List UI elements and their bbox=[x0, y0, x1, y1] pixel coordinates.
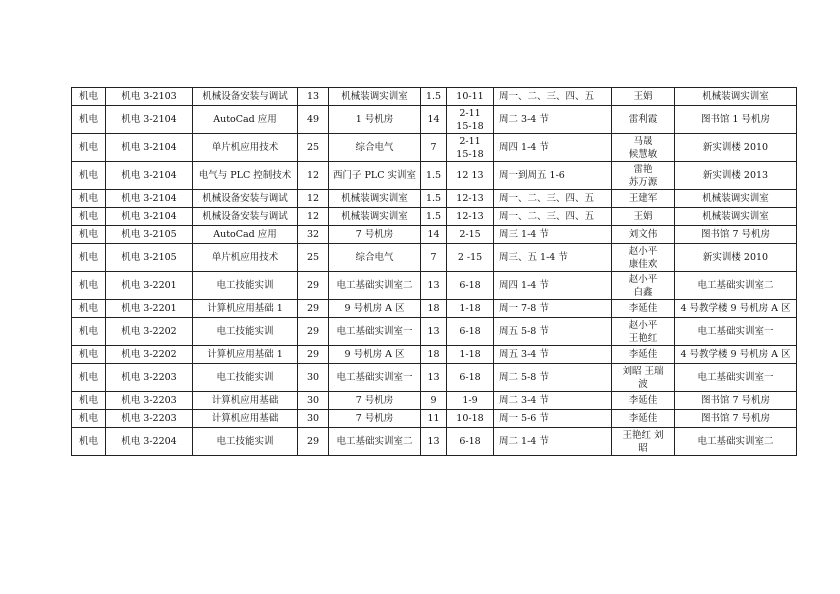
cell-class: 机电 3-2105 bbox=[106, 244, 193, 272]
cell-teacher: 雷利霞 bbox=[612, 106, 675, 134]
cell-class: 机电 3-2104 bbox=[106, 162, 193, 190]
cell-weeks: 1-18 bbox=[447, 346, 494, 364]
cell-department: 机电 bbox=[72, 106, 106, 134]
schedule-table bbox=[71, 87, 797, 456]
cell-location: 图书馆 7 号机房 bbox=[675, 392, 797, 410]
table-row bbox=[72, 134, 797, 162]
cell-hours: 9 bbox=[421, 392, 447, 410]
cell-location: 图书馆 7 号机房 bbox=[675, 410, 797, 428]
cell-student-count: 30 bbox=[298, 392, 329, 410]
cell-course: 计算机应用基础 1 bbox=[193, 300, 298, 318]
cell-location: 新实训楼 2013 bbox=[675, 162, 797, 190]
cell-student-count: 13 bbox=[298, 88, 329, 106]
cell-location: 电工基础实训室二 bbox=[675, 272, 797, 300]
cell-student-count: 25 bbox=[298, 134, 329, 162]
cell-lab-room: 电工基础实训室一 bbox=[329, 364, 421, 392]
cell-hours: 7 bbox=[421, 134, 447, 162]
cell-location: 机械装调实训室 bbox=[675, 88, 797, 106]
cell-department: 机电 bbox=[72, 134, 106, 162]
cell-time: 周四 1-4 节 bbox=[494, 134, 612, 162]
cell-class: 机电 3-2202 bbox=[106, 346, 193, 364]
cell-teacher: 李延佳 bbox=[612, 410, 675, 428]
cell-lab-room: 机械装调实训室 bbox=[329, 88, 421, 106]
cell-class: 机电 3-2201 bbox=[106, 300, 193, 318]
cell-weeks: 2-11 15-18 bbox=[447, 106, 494, 134]
cell-department: 机电 bbox=[72, 318, 106, 346]
cell-course: AutoCad 应用 bbox=[193, 226, 298, 244]
cell-course: 电气与 PLC 控制技术 bbox=[193, 162, 298, 190]
cell-department: 机电 bbox=[72, 162, 106, 190]
cell-time: 周二 3-4 节 bbox=[494, 392, 612, 410]
cell-student-count: 49 bbox=[298, 106, 329, 134]
cell-course: 单片机应用技术 bbox=[193, 134, 298, 162]
table-row bbox=[72, 208, 797, 226]
cell-time: 周二 3-4 节 bbox=[494, 106, 612, 134]
cell-weeks: 6-18 bbox=[447, 428, 494, 456]
cell-time: 周五 5-8 节 bbox=[494, 318, 612, 346]
cell-lab-room: 机械装调实训室 bbox=[329, 190, 421, 208]
table-row bbox=[72, 392, 797, 410]
cell-department: 机电 bbox=[72, 346, 106, 364]
cell-class: 机电 3-2105 bbox=[106, 226, 193, 244]
cell-class: 机电 3-2104 bbox=[106, 106, 193, 134]
cell-course: 电工技能实训 bbox=[193, 318, 298, 346]
cell-hours: 18 bbox=[421, 300, 447, 318]
cell-teacher: 马晟 候慧敏 bbox=[612, 134, 675, 162]
cell-location: 电工基础实训室一 bbox=[675, 318, 797, 346]
cell-location: 电工基础实训室二 bbox=[675, 428, 797, 456]
cell-course: 机械设备安装与调试 bbox=[193, 208, 298, 226]
cell-location: 新实训楼 2010 bbox=[675, 244, 797, 272]
cell-teacher: 李延佳 bbox=[612, 346, 675, 364]
cell-weeks: 2 -15 bbox=[447, 244, 494, 272]
cell-department: 机电 bbox=[72, 392, 106, 410]
cell-time: 周一到周五 1-6 bbox=[494, 162, 612, 190]
cell-course: AutoCad 应用 bbox=[193, 106, 298, 134]
cell-location: 新实训楼 2010 bbox=[675, 134, 797, 162]
cell-class: 机电 3-2203 bbox=[106, 410, 193, 428]
cell-lab-room: 电工基础实训室二 bbox=[329, 428, 421, 456]
table-row bbox=[72, 364, 797, 392]
cell-teacher: 赵小平 康佳欢 bbox=[612, 244, 675, 272]
cell-lab-room: 7 号机房 bbox=[329, 392, 421, 410]
cell-weeks: 2-11 15-18 bbox=[447, 134, 494, 162]
table-row bbox=[72, 346, 797, 364]
table-row bbox=[72, 244, 797, 272]
cell-teacher: 王艳红 刘 昭 bbox=[612, 428, 675, 456]
cell-department: 机电 bbox=[72, 208, 106, 226]
cell-location: 4 号教学楼 9 号机房 A 区 bbox=[675, 346, 797, 364]
cell-department: 机电 bbox=[72, 244, 106, 272]
cell-class: 机电 3-2104 bbox=[106, 134, 193, 162]
cell-location: 4 号教学楼 9 号机房 A 区 bbox=[675, 300, 797, 318]
cell-lab-room: 综合电气 bbox=[329, 134, 421, 162]
table-row bbox=[72, 300, 797, 318]
cell-lab-room: 9 号机房 A 区 bbox=[329, 346, 421, 364]
cell-department: 机电 bbox=[72, 410, 106, 428]
cell-time: 周一 7-8 节 bbox=[494, 300, 612, 318]
cell-hours: 14 bbox=[421, 106, 447, 134]
table-row bbox=[72, 410, 797, 428]
cell-student-count: 12 bbox=[298, 190, 329, 208]
cell-class: 机电 3-2104 bbox=[106, 190, 193, 208]
cell-student-count: 29 bbox=[298, 428, 329, 456]
cell-location: 机械装调实训室 bbox=[675, 208, 797, 226]
cell-time: 周三 1-4 节 bbox=[494, 226, 612, 244]
table-row bbox=[72, 226, 797, 244]
cell-lab-room: 机械装调实训室 bbox=[329, 208, 421, 226]
table-row bbox=[72, 190, 797, 208]
table-row bbox=[72, 106, 797, 134]
table-row bbox=[72, 272, 797, 300]
cell-class: 机电 3-2204 bbox=[106, 428, 193, 456]
cell-student-count: 25 bbox=[298, 244, 329, 272]
table-row bbox=[72, 318, 797, 346]
cell-weeks: 2-15 bbox=[447, 226, 494, 244]
cell-time: 周一、二、三、四、五 bbox=[494, 88, 612, 106]
cell-department: 机电 bbox=[72, 226, 106, 244]
cell-hours: 1.5 bbox=[421, 208, 447, 226]
cell-teacher: 赵小平 王艳红 bbox=[612, 318, 675, 346]
cell-hours: 7 bbox=[421, 244, 447, 272]
cell-location: 图书馆 1 号机房 bbox=[675, 106, 797, 134]
cell-class: 机电 3-2103 bbox=[106, 88, 193, 106]
cell-lab-room: 综合电气 bbox=[329, 244, 421, 272]
cell-student-count: 29 bbox=[298, 346, 329, 364]
cell-hours: 11 bbox=[421, 410, 447, 428]
cell-hours: 13 bbox=[421, 364, 447, 392]
cell-student-count: 30 bbox=[298, 410, 329, 428]
cell-class: 机电 3-2202 bbox=[106, 318, 193, 346]
cell-hours: 13 bbox=[421, 318, 447, 346]
cell-time: 周一、二、三、四、五 bbox=[494, 208, 612, 226]
cell-weeks: 12-13 bbox=[447, 190, 494, 208]
cell-location: 电工基础实训室一 bbox=[675, 364, 797, 392]
cell-weeks: 10-11 bbox=[447, 88, 494, 106]
table-row bbox=[72, 428, 797, 456]
cell-lab-room: 西门子 PLC 实训室 bbox=[329, 162, 421, 190]
cell-time: 周二 5-8 节 bbox=[494, 364, 612, 392]
cell-teacher: 王娟 bbox=[612, 88, 675, 106]
cell-department: 机电 bbox=[72, 428, 106, 456]
cell-class: 机电 3-2201 bbox=[106, 272, 193, 300]
cell-student-count: 12 bbox=[298, 162, 329, 190]
cell-lab-room: 电工基础实训室一 bbox=[329, 318, 421, 346]
cell-class: 机电 3-2203 bbox=[106, 392, 193, 410]
cell-weeks: 6-18 bbox=[447, 364, 494, 392]
cell-weeks: 10-18 bbox=[447, 410, 494, 428]
cell-department: 机电 bbox=[72, 88, 106, 106]
cell-time: 周二 1-4 节 bbox=[494, 428, 612, 456]
cell-course: 计算机应用基础 1 bbox=[193, 346, 298, 364]
cell-teacher: 李延佳 bbox=[612, 392, 675, 410]
cell-teacher: 赵小平 白鑫 bbox=[612, 272, 675, 300]
cell-location: 图书馆 7 号机房 bbox=[675, 226, 797, 244]
cell-student-count: 29 bbox=[298, 300, 329, 318]
cell-teacher: 雷艳 苏万源 bbox=[612, 162, 675, 190]
cell-class: 机电 3-2203 bbox=[106, 364, 193, 392]
cell-time: 周一 5-6 节 bbox=[494, 410, 612, 428]
cell-course: 计算机应用基础 bbox=[193, 392, 298, 410]
cell-lab-room: 1 号机房 bbox=[329, 106, 421, 134]
cell-hours: 18 bbox=[421, 346, 447, 364]
cell-weeks: 1-9 bbox=[447, 392, 494, 410]
cell-hours: 1.5 bbox=[421, 88, 447, 106]
cell-course: 电工技能实训 bbox=[193, 428, 298, 456]
cell-department: 机电 bbox=[72, 190, 106, 208]
cell-student-count: 30 bbox=[298, 364, 329, 392]
cell-weeks: 1-18 bbox=[447, 300, 494, 318]
cell-lab-room: 7 号机房 bbox=[329, 226, 421, 244]
table-row bbox=[72, 162, 797, 190]
cell-course: 电工技能实训 bbox=[193, 364, 298, 392]
cell-class: 机电 3-2104 bbox=[106, 208, 193, 226]
cell-student-count: 32 bbox=[298, 226, 329, 244]
cell-time: 周四 1-4 节 bbox=[494, 272, 612, 300]
cell-student-count: 12 bbox=[298, 208, 329, 226]
cell-teacher: 刘昭 王瑞 波 bbox=[612, 364, 675, 392]
cell-lab-room: 电工基础实训室二 bbox=[329, 272, 421, 300]
cell-course: 机械设备安装与调试 bbox=[193, 190, 298, 208]
cell-hours: 13 bbox=[421, 428, 447, 456]
cell-weeks: 12-13 bbox=[447, 208, 494, 226]
cell-student-count: 29 bbox=[298, 318, 329, 346]
cell-course: 单片机应用技术 bbox=[193, 244, 298, 272]
cell-hours: 13 bbox=[421, 272, 447, 300]
cell-hours: 1.5 bbox=[421, 162, 447, 190]
cell-course: 电工技能实训 bbox=[193, 272, 298, 300]
cell-weeks: 12 13 bbox=[447, 162, 494, 190]
cell-weeks: 6-18 bbox=[447, 272, 494, 300]
cell-weeks: 6-18 bbox=[447, 318, 494, 346]
cell-teacher: 刘文伟 bbox=[612, 226, 675, 244]
cell-course: 机械设备安装与调试 bbox=[193, 88, 298, 106]
table-row bbox=[72, 88, 797, 106]
cell-lab-room: 7 号机房 bbox=[329, 410, 421, 428]
cell-teacher: 李延佳 bbox=[612, 300, 675, 318]
cell-hours: 1.5 bbox=[421, 190, 447, 208]
cell-department: 机电 bbox=[72, 272, 106, 300]
cell-student-count: 29 bbox=[298, 272, 329, 300]
cell-teacher: 王建军 bbox=[612, 190, 675, 208]
cell-course: 计算机应用基础 bbox=[193, 410, 298, 428]
cell-time: 周一、二、三、四、五 bbox=[494, 190, 612, 208]
cell-location: 机械装调实训室 bbox=[675, 190, 797, 208]
cell-lab-room: 9 号机房 A 区 bbox=[329, 300, 421, 318]
cell-department: 机电 bbox=[72, 364, 106, 392]
cell-department: 机电 bbox=[72, 300, 106, 318]
cell-teacher: 王娟 bbox=[612, 208, 675, 226]
cell-time: 周三、五 1-4 节 bbox=[494, 244, 612, 272]
cell-hours: 14 bbox=[421, 226, 447, 244]
cell-time: 周五 3-4 节 bbox=[494, 346, 612, 364]
